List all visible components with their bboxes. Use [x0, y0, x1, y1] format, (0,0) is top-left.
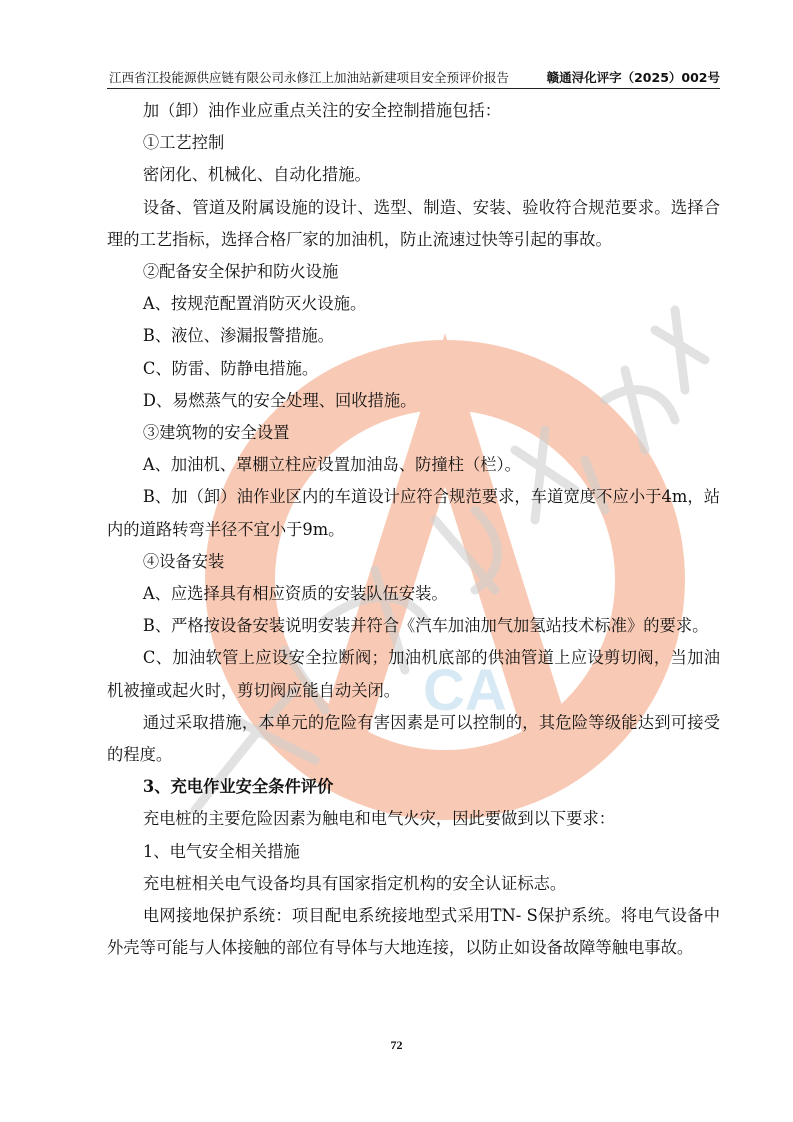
section-heading: 3、充电作业安全条件评价: [142, 777, 334, 797]
header-report-title: 江西省江投能源供应链有限公司永修江上加油站新建项目安全预评价报告: [109, 70, 510, 85]
paragraph: B、液位、渗漏报警措施。: [142, 326, 334, 346]
paragraph: ①工艺控制: [142, 133, 225, 153]
paragraph: B、加（卸）油作业区内的车道设计应符合规范要求，车道宽度不应小于4m，站内的道路转弯半径不宜小于9m。: [107, 487, 720, 539]
paragraph: ④设备安装: [142, 551, 225, 571]
paragraph: A、加油机、罩棚立柱应设置加油岛、防撞柱（栏）。: [142, 455, 521, 475]
paragraph: 设备、管道及附属设施的设计、选型、制造、安装、验收符合规范要求。选择合理的工艺指标，选择合格厂家的加油机，防止流速过快等引起的事故。: [107, 197, 720, 249]
paragraph: 充电桩的主要危险因素为触电和电气火灾，因此要做到以下要求：: [142, 809, 616, 829]
paragraph: 充电桩相关电气设备均具有国家指定机构的安全认证标志。: [142, 873, 567, 893]
paragraph: 通过采取措施，本单元的危险有害因素是可以控制的，其危险等级能达到可接受的程度。: [107, 712, 720, 765]
header-document-number: 赣通浔化评字（2025）002号: [546, 70, 720, 85]
paragraph: 加（卸）油作业应重点关注的安全控制措施包括：: [142, 101, 502, 120]
paragraph: ②配备安全保护和防火设施: [142, 262, 339, 282]
paragraph: B、严格按设备安装说明安装并符合《汽车加油加气加氢站技术标准》的要求。: [142, 616, 709, 636]
paragraph: 1、电气安全相关措施: [142, 841, 300, 861]
paragraph: D、易燃蒸气的安全处理、回收措施。: [142, 390, 417, 410]
page-header: [107, 66, 720, 89]
watermark-stamp-letters: CA: [423, 658, 507, 723]
body-text: [107, 95, 720, 964]
paragraph: 电网接地保护系统：项目配电系统接地型式采用TN- S保护系统。将电气设备中外壳等可能与人体接触的部位有导体与大地连接，以防止如设备故障等触电事故。: [107, 906, 720, 958]
paragraph: C、加油软管上应设安全拉断阀；加油机底部的供油管道上应设剪切阀，当加油机被撞或起火时，剪切阀应能自动关闭。: [107, 648, 720, 700]
paragraph: A、按规范配置消防灭火设施。: [142, 294, 367, 314]
paragraph: ③建筑物的安全设置: [142, 423, 290, 443]
page-number: 72: [390, 1038, 403, 1052]
paragraph: C、防雷、防静电措施。: [142, 358, 319, 378]
paragraph: A、应选择具有相应资质的安装队伍安装。: [142, 584, 448, 604]
paragraph: 密闭化、机械化、自动化措施。: [142, 165, 371, 185]
